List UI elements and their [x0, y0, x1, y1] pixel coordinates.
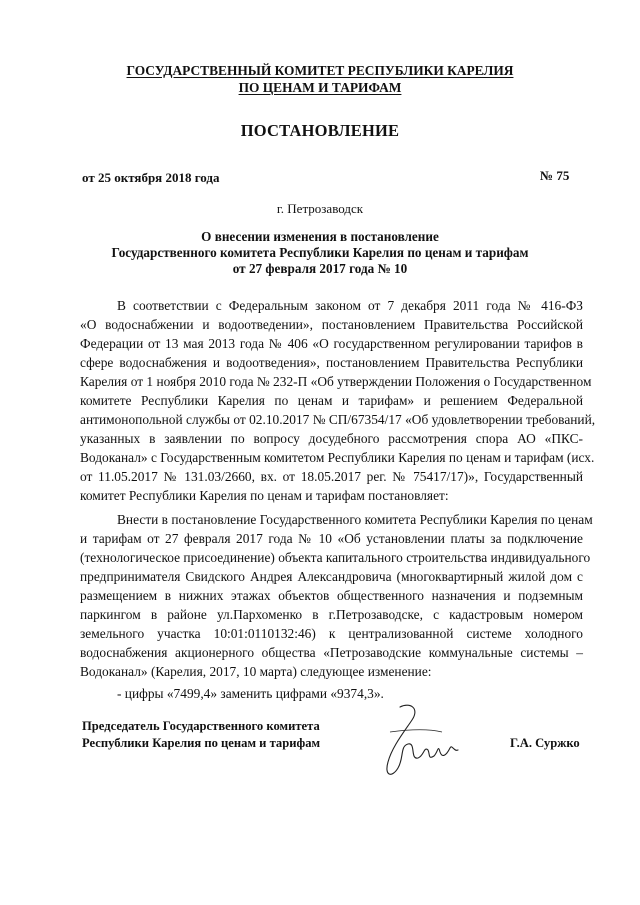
city: г. Петрозаводск	[276, 201, 364, 216]
document-type: ПОСТАНОВЛЕНИЕ	[240, 121, 400, 140]
paragraph-2-line: (технологическое присоединение) объекта капитального строительства индивидуального	[80, 550, 591, 565]
paragraph-2-line: земельного участка 10:01:0110132:46) к централизованной системе холодного	[80, 626, 583, 641]
paragraph-2-line: размещением в нижних этажах объектов общественного назначения и подземным	[80, 588, 583, 603]
paragraph-1-line: комитете Республики Карелия по ценам и тарифам» и решением Федеральной	[80, 393, 583, 408]
paragraph-1-line: от 11.05.2017 № 131.03/2660, вх. от 18.05.2017 рег. № 75417/17)», Государственный	[80, 469, 583, 484]
document-date: от 25 октября 2018 года	[82, 170, 220, 185]
paragraph-1-line: указанных в заявлении по вопросу досудебного рассмотрения спора АО «ПКС-	[80, 431, 583, 446]
amendment-line: - цифры «7499,4» заменить цифрами «9374,3».	[117, 686, 384, 701]
paragraph-2-line: предпринимателя Свидского Андрея Александровича (многоквартирный жилой дом с	[80, 569, 583, 584]
paragraph-1-line: антимонопольной службы от 02.10.2017 № СП/67354/17 «Об удовлетворении требований,	[80, 412, 596, 427]
signatory-name: Г.А. Суржко	[510, 736, 580, 750]
signatory-position-line-1: Председатель Государственного комитета	[82, 719, 320, 733]
document-number: № 75	[540, 168, 570, 183]
header-line-1: ГОСУДАРСТВЕННЫЙ КОМИТЕТ РЕСПУБЛИКИ КАРЕЛИЯ	[126, 63, 514, 78]
subject-line-1: О внесении изменения в постановление	[201, 229, 439, 244]
paragraph-2-line: и тарифам от 27 февраля 2017 года № 10 «Об установлении платы за подключение	[80, 531, 583, 546]
signatory-position-line-2: Республики Карелия по ценам и тарифам	[82, 736, 321, 750]
paragraph-2-line: Водоканал» (Карелия, 2017, 10 марта) следующее изменение:	[80, 664, 432, 679]
header-line-2: ПО ЦЕНАМ И ТАРИФАМ	[238, 80, 402, 95]
paragraph-1-line: Федерации от 13 мая 2013 года № 406 «О государственном регулировании тарифов в	[80, 336, 583, 351]
paragraph-1-line: комитет Республики Карелия по ценам и тарифам постановляет:	[80, 488, 449, 503]
subject-line-2: Государственного комитета Республики Карелия по ценам и тарифам	[111, 245, 529, 260]
paragraph-2-line: водоснабжения акционерного общества «Петрозаводские коммунальные системы –	[80, 645, 583, 660]
paragraph-1-line: Карелия от 1 ноября 2010 года № 232-П «Об утверждении Положения о Государственном	[80, 374, 592, 389]
paragraph-1-line: В соответствии с Федеральным законом от 7 декабря 2011 года № 416-ФЗ	[117, 298, 583, 313]
subject-line-3: от 27 февраля 2017 года № 10	[232, 261, 408, 276]
handwritten-signature	[370, 702, 460, 782]
paragraph-1-line: Водоканал» с Государственным комитетом Республики Карелия по ценам и тарифам (исх.	[80, 450, 595, 465]
paragraph-1-line: сфере водоснабжения и водоотведения», постановлением Правительства Республики	[80, 355, 583, 370]
paragraph-1-line: «О водоснабжении и водоотведении», постановлением Правительства Российской	[80, 317, 583, 332]
paragraph-2-line: паркингом в районе ул.Пархоменко в г.Петрозаводске, с кадастровым номером	[80, 607, 583, 622]
paragraph-2-line: Внести в постановление Государственного комитета Республики Карелия по ценам	[117, 512, 593, 527]
